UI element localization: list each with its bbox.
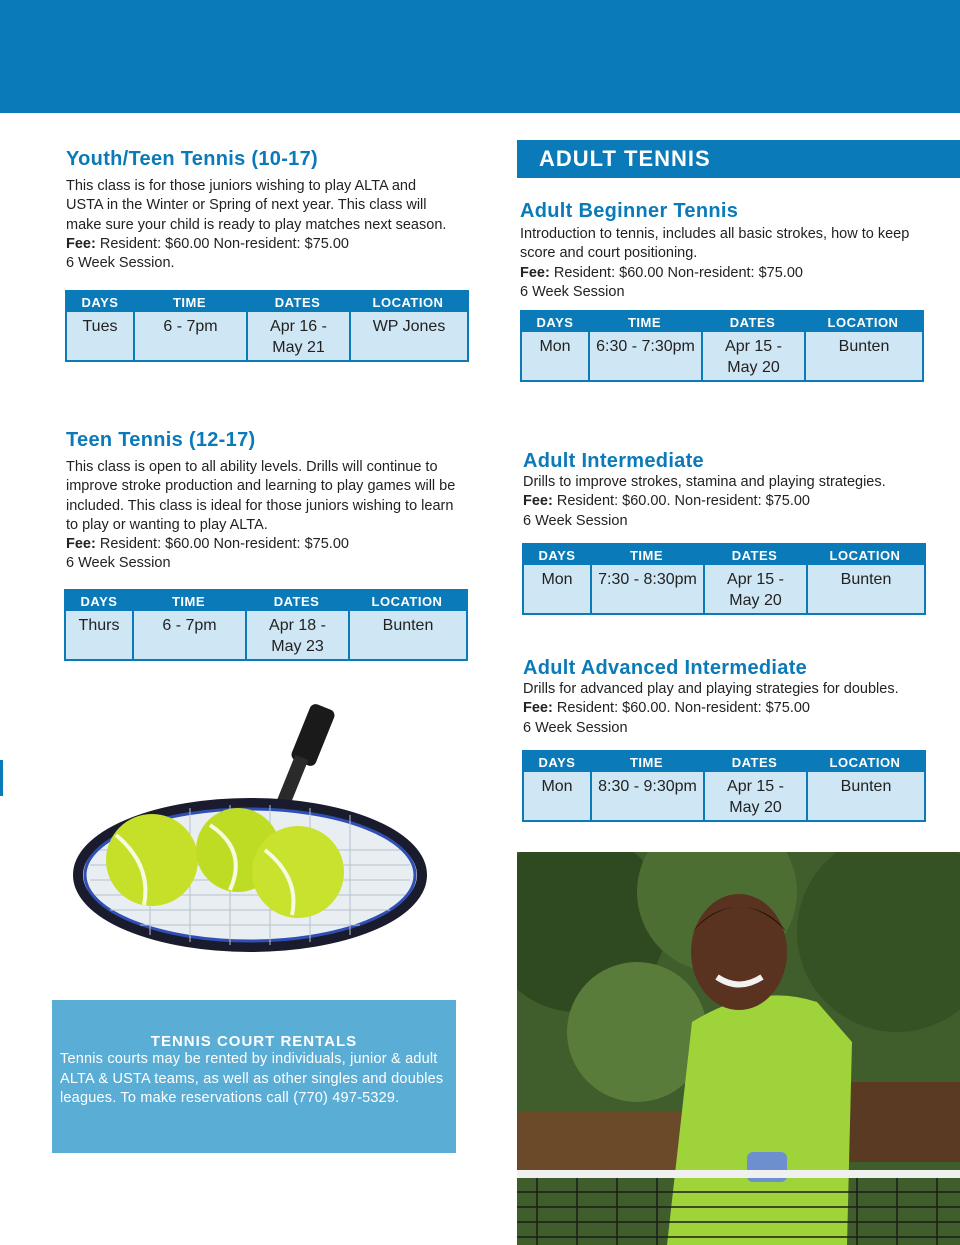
col-header-dates: DATES (245, 591, 348, 611)
col-header-location: LOCATION (349, 292, 467, 312)
teen-section (66, 429, 456, 574)
cell-time: 6:30 - 7:30pm (588, 332, 701, 380)
col-header-days: DAYS (522, 312, 588, 332)
cell-time: 6 - 7pm (133, 312, 246, 360)
youth-teen-title: Youth/Teen Tennis (10-17) (66, 148, 318, 170)
cell-days: Thurs (66, 611, 132, 659)
col-header-days: DAYS (524, 752, 590, 772)
adult-advanced-description: Drills for advanced play and playing strategies for doubles. Fee: Resident: $60.00. Non-resident: $75.00 6 Week Session (523, 681, 899, 736)
col-header-days: DAYS (67, 292, 133, 312)
cell-dates: Apr 15 - May 20 (703, 565, 806, 613)
adult-advanced-section (523, 657, 943, 738)
col-header-days: DAYS (524, 545, 590, 565)
col-header-time: TIME (590, 545, 703, 565)
teen-title: Teen Tennis (12-17) (66, 429, 256, 451)
net-tape (517, 1170, 960, 1178)
edge-marker (0, 760, 3, 796)
youth-teen-section (66, 148, 456, 273)
tennis-ball (106, 814, 198, 906)
adult-intermediate-title: Adult Intermediate (523, 450, 704, 472)
adult-tennis-banner: ADULT TENNIS (517, 140, 960, 178)
col-header-location: LOCATION (806, 545, 924, 565)
court-rentals-text: Tennis courts may be rented by individuals, junior & adult ALTA & USTA teams, as well as other singles and doubles leagues. To make reservations call (770) 497-5329. (60, 1051, 444, 1106)
col-header-dates: DATES (701, 312, 804, 332)
cell-days: Mon (522, 332, 588, 380)
cell-dates: Apr 16 - May 21 (246, 312, 349, 360)
adult-intermediate-section (523, 450, 933, 531)
cell-time: 7:30 - 8:30pm (590, 565, 703, 613)
cell-location: Bunten (806, 565, 924, 613)
court-rentals-box (52, 1000, 456, 1153)
adult-intermediate-schedule-table (522, 543, 926, 615)
col-header-days: DAYS (66, 591, 132, 611)
adult-beginner-description: Introduction to tennis, includes all basic strokes, how to keep score and court positioning. Fee: Resident: $60.00 Non-resident: $75.00 6 Week Session (520, 226, 910, 300)
col-header-dates: DATES (703, 545, 806, 565)
adult-intermediate-description: Drills to improve strokes, stamina and playing strategies. Fee: Resident: $60.00. Non-resident: $75.00 6 Week Session (523, 474, 886, 529)
cell-time: 6 - 7pm (132, 611, 245, 659)
col-header-location: LOCATION (806, 752, 924, 772)
col-header-time: TIME (588, 312, 701, 332)
col-header-location: LOCATION (804, 312, 922, 332)
col-header-location: LOCATION (348, 591, 466, 611)
adult-advanced-title: Adult Advanced Intermediate (523, 657, 808, 679)
adult-beginner-title: Adult Beginner Tennis (520, 200, 739, 222)
col-header-dates: DATES (703, 752, 806, 772)
teen-description: This class is open to all ability levels. Drills will continue to improve stroke production and learning to play games will be included. This class is ideal for those juniors wishing to learn to play or wanting to play ALTA. Fee: Resident: $60.00 Non-resident: $75.00 6 Week Session (66, 459, 456, 572)
table-row (524, 565, 924, 613)
table-row (66, 611, 466, 659)
racket-throat (277, 755, 309, 807)
adult-beginner-schedule-table (520, 310, 924, 382)
player-face (691, 894, 787, 1010)
table-row (524, 772, 924, 820)
adult-beginner-section (520, 200, 930, 302)
teen-schedule-table (64, 589, 468, 661)
tennis-player-photo (517, 852, 960, 1245)
table-row (522, 332, 922, 380)
cell-dates: Apr 15 - May 20 (703, 772, 806, 820)
cell-location: Bunten (806, 772, 924, 820)
top-banner (0, 0, 960, 113)
cell-dates: Apr 15 - May 20 (701, 332, 804, 380)
adult-advanced-schedule-table (522, 750, 926, 822)
tennis-racket-balls-image (60, 700, 460, 970)
cell-days: Tues (67, 312, 133, 360)
col-header-time: TIME (590, 752, 703, 772)
col-header-dates: DATES (246, 292, 349, 312)
cell-location: Bunten (348, 611, 466, 659)
table-row (67, 312, 467, 360)
cell-location: Bunten (804, 332, 922, 380)
col-header-time: TIME (132, 591, 245, 611)
court-rentals-title: TENNIS COURT RENTALS (150, 1033, 358, 1050)
cell-location: WP Jones (349, 312, 467, 360)
cell-time: 8:30 - 9:30pm (590, 772, 703, 820)
youth-teen-schedule-table (65, 290, 469, 362)
youth-teen-description: This class is for those juniors wishing to play ALTA and USTA in the Winter or Spring of next year. This class will make sure your child is ready to play matches next season. Fee: Resident: $60.00 Non-resident: $75.00 6 Week Session. (66, 178, 447, 272)
col-header-time: TIME (133, 292, 246, 312)
tennis-ball (252, 826, 344, 918)
cell-days: Mon (524, 772, 590, 820)
cell-dates: Apr 18 - May 23 (245, 611, 348, 659)
cell-days: Mon (524, 565, 590, 613)
